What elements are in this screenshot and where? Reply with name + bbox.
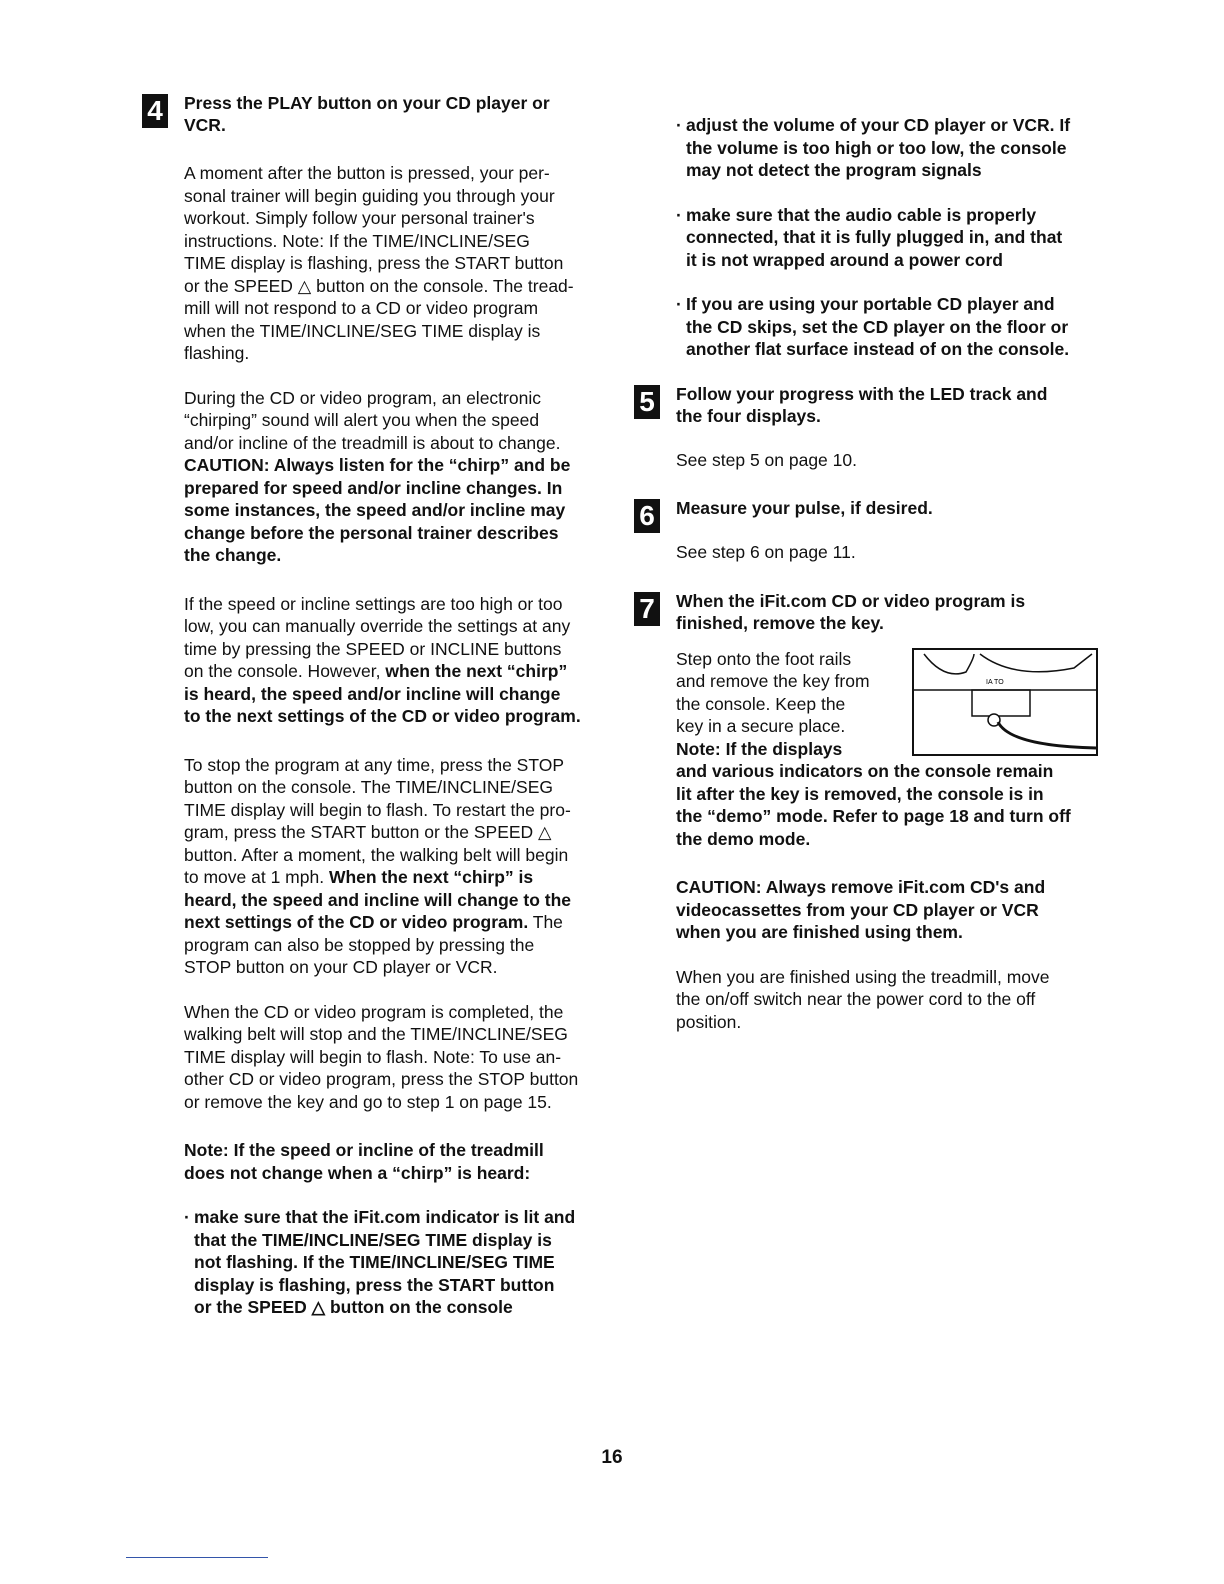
text-line: program can also be stopped by pressing the	[184, 934, 535, 955]
text-line: A moment after the button is pressed, your per-	[184, 163, 550, 183]
text-line: If the speed or incline settings are too high or too	[184, 593, 563, 614]
text-line: workout. Simply follow your personal trainer's	[184, 208, 535, 228]
key-removal-illustration	[912, 648, 1098, 756]
paragraph-stop	[184, 754, 614, 979]
text-line: Note: If the displays	[676, 738, 843, 759]
text-line: position.	[676, 1011, 742, 1032]
text-line: When you are finished using the treadmill, move	[676, 966, 1050, 987]
text-line	[184, 866, 614, 889]
text-line: the “demo” mode. Refer to page 18 and turn off	[676, 806, 1071, 826]
step-number-4: 4	[142, 94, 168, 128]
caution-line: prepared for speed and/or incline changes. In	[184, 477, 563, 498]
step-6-body: See step 6 on page 11.	[676, 542, 856, 562]
step-number-7: 7	[634, 592, 660, 626]
text-line: or remove the key and go to step 1 on page 15.	[184, 1091, 552, 1112]
footer-rule	[126, 1557, 268, 1558]
bullet-item	[676, 204, 1106, 272]
text-line: low, you can manually override the settings at any	[184, 616, 571, 636]
text-line: does not change when a “chirp” is heard:	[184, 1162, 531, 1183]
heading-line: Follow your progress with the LED track and	[676, 383, 1048, 404]
text-line: · make sure that the audio cable is properly	[686, 204, 1037, 225]
step-7-body	[676, 648, 898, 738]
text-line: not flashing. If the TIME/INCLINE/SEG TIME	[194, 1252, 555, 1272]
heading-line: Press the PLAY button on your CD player or	[184, 93, 550, 113]
text-line	[184, 911, 614, 934]
text-line: the volume is too high or too low, the console	[686, 137, 1067, 158]
note-chirp	[184, 1139, 614, 1184]
text-line: to the next settings of the CD or video program.	[184, 706, 581, 726]
text-line: heard, the speed and incline will change to the	[184, 889, 572, 910]
caution-remove-cds	[676, 876, 1106, 944]
text-line: the on/off switch near the power cord to the off	[676, 989, 1036, 1009]
bold-fragment: next settings of the CD or video program.	[184, 912, 529, 932]
heading-line: the four displays.	[676, 405, 821, 426]
text-line: gram, press the START button or the SPEED △	[184, 822, 552, 842]
text-line: and/or incline of the treadmill is about to change.	[184, 432, 561, 453]
bold-fragment: When the next “chirp” is	[328, 867, 534, 887]
text-line: button. After a moment, the walking belt will begin	[184, 844, 569, 865]
text-line: · make sure that the iFit.com indicator is lit and	[194, 1207, 576, 1227]
text-line: When the CD or video program is completed, the	[184, 1001, 564, 1022]
text-line: videocassettes from your CD player or VCR	[676, 899, 1039, 920]
figure-label: IA TO	[986, 678, 1004, 686]
paragraph-override	[184, 593, 614, 728]
heading-line: When the iFit.com CD or video program is	[676, 590, 1026, 611]
text-line: is heard, the speed and/or incline will change	[184, 683, 561, 704]
text-line: flashing.	[184, 343, 250, 363]
text-line: TIME display is flashing, press the START button	[184, 253, 564, 273]
right-column	[639, 114, 1106, 1033]
text-line: instructions. Note: If the TIME/INCLINE/SEG	[184, 230, 530, 251]
text-line: another flat surface instead of on the console.	[686, 339, 1070, 359]
text-line: To stop the program at any time, press the STOP	[184, 754, 564, 775]
text-line: STOP button on your CD player or VCR.	[184, 957, 498, 977]
text-line: · adjust the volume of your CD player or VCR. If	[686, 115, 1071, 135]
text-line: when the TIME/INCLINE/SEG TIME display is	[184, 320, 541, 341]
text-line: and remove the key from	[676, 671, 870, 691]
text-fragment: on the console. However,	[184, 661, 386, 681]
text-line: CAUTION: Always remove iFit.com CD's and	[676, 877, 1046, 897]
text-line: TIME display will begin to flash. Note: To use an-	[184, 1046, 562, 1067]
bold-fragment: when the next “chirp”	[385, 661, 568, 681]
text-fragment: to move at 1 mph.	[184, 867, 329, 887]
text-line: Step onto the foot rails	[676, 648, 852, 669]
text-line: mill will not respond to a CD or video program	[184, 298, 539, 318]
text-line: when you are finished using them.	[676, 922, 963, 942]
paragraph-chirp	[184, 387, 614, 567]
text-line: that the TIME/INCLINE/SEG TIME display is	[194, 1229, 552, 1250]
text-line: connected, that it is fully plugged in, and that	[686, 227, 1063, 247]
text-line: time by pressing the SPEED or INCLINE buttons	[184, 638, 562, 659]
text-line: and various indicators on the console remain	[676, 761, 1054, 781]
bullet-item	[676, 293, 1106, 361]
page-number: 16	[601, 1447, 623, 1468]
paragraph-finished	[676, 966, 1106, 1034]
text-line: “chirping” sound will alert you when the speed	[184, 410, 540, 430]
bullet-item	[184, 1206, 614, 1319]
step-5-heading	[639, 383, 1106, 427]
step-7-heading	[639, 590, 1106, 634]
text-line: display is flashing, press the START button	[194, 1274, 555, 1295]
text-line: lit after the key is removed, the console is in	[676, 783, 1044, 804]
text-line: may not detect the program signals	[686, 160, 982, 180]
text-fragment: The	[528, 912, 563, 932]
text-line: TIME display will begin to flash. To restart the pro-	[184, 799, 571, 820]
text-line: Note: If the speed or incline of the treadmill	[184, 1140, 544, 1160]
text-line: key in a secure place.	[676, 716, 846, 736]
step-5-body: See step 5 on page 10.	[676, 449, 857, 470]
text-line: · If you are using your portable CD player and	[686, 294, 1055, 314]
heading-line: Measure your pulse, if desired.	[676, 498, 933, 518]
text-line: or the SPEED △ button on the console	[194, 1297, 513, 1317]
step-7-figure-block	[676, 648, 1106, 851]
text-line	[184, 660, 614, 683]
console-key-icon	[914, 650, 1096, 754]
bullet-item	[676, 114, 1106, 182]
text-line: button on the console. The TIME/INCLINE/SEG	[184, 777, 553, 797]
text-line: it is not wrapped around a power cord	[686, 249, 1003, 270]
caution-line: some instances, the speed and/or incline may	[184, 500, 566, 520]
step-4-heading	[147, 92, 614, 136]
text-line: the demo mode.	[676, 828, 811, 849]
left-column	[147, 92, 614, 1319]
step-6-heading	[639, 497, 1106, 531]
heading-line: VCR.	[184, 115, 226, 135]
text-line: other CD or video program, press the STOP button	[184, 1069, 579, 1089]
text-line: sonal trainer will begin guiding you through your	[184, 185, 555, 206]
heading-line: finished, remove the key.	[676, 612, 884, 633]
caution-line: the change.	[184, 545, 282, 565]
text-line: or the SPEED △ button on the console. The tread-	[184, 275, 574, 296]
step-number-5: 5	[634, 385, 660, 419]
paragraph-completed	[184, 1001, 614, 1114]
text-line: the console. Keep the	[676, 693, 846, 714]
text-line: walking belt will stop and the TIME/INCLINE/SEG	[184, 1024, 568, 1044]
caution-line: CAUTION: Always listen for the “chirp” and be	[184, 455, 571, 475]
text-line: the CD skips, set the CD player on the floor or	[686, 316, 1069, 337]
paragraph-trainer	[184, 162, 614, 365]
text-line: During the CD or video program, an electronic	[184, 387, 541, 408]
caution-line: change before the personal trainer describes	[184, 522, 559, 543]
step-number-6: 6	[634, 499, 660, 533]
